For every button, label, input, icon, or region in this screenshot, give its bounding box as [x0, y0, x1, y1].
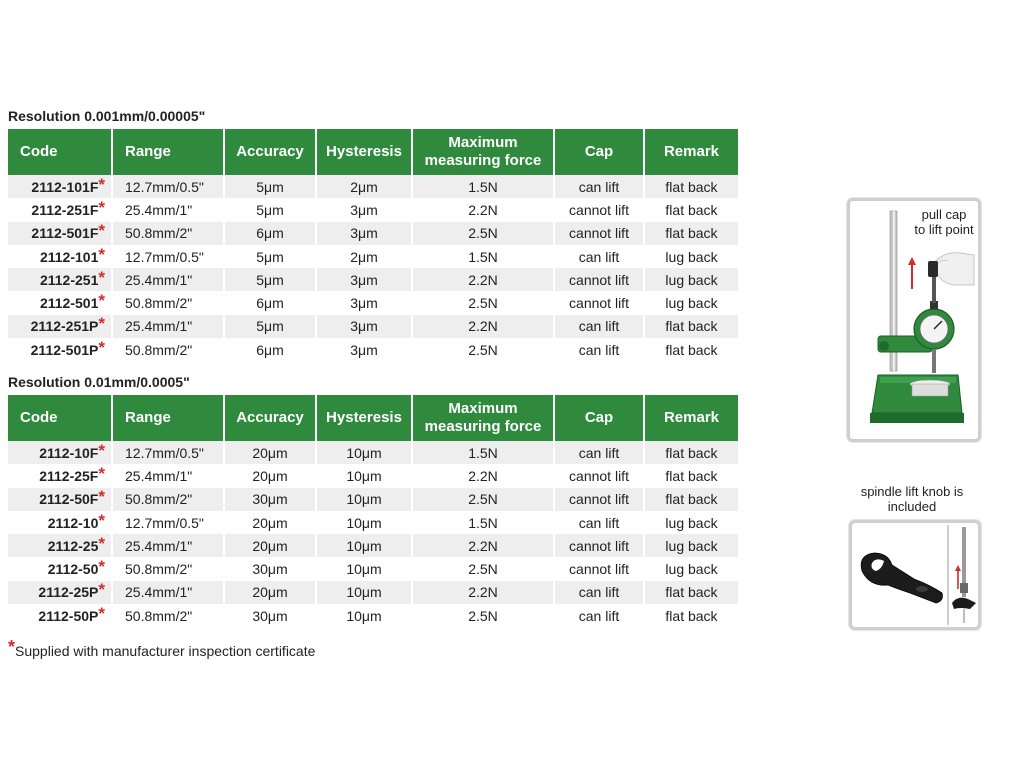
header-range: Range [112, 129, 224, 175]
code-cell [8, 464, 112, 487]
code-text: 2112-251F [31, 201, 99, 218]
remark-cell: flat back [644, 464, 738, 487]
certificate-star: * [98, 533, 105, 553]
accuracy-cell: 20μm [224, 464, 316, 487]
range-cell: 25.4mm/1" [112, 198, 224, 221]
cap-cell: cannot lift [554, 291, 644, 314]
hysteresis-cell: 10μm [316, 604, 412, 627]
range-cell: 50.8mm/2" [112, 222, 224, 245]
range-cell: 25.4mm/1" [112, 315, 224, 338]
certificate-star: * [98, 510, 105, 530]
certificate-star: * [98, 603, 105, 623]
hysteresis-cell: 3μm [316, 268, 412, 291]
code-cell [8, 534, 112, 557]
knob-caption-line2: included [887, 499, 937, 514]
certificate-star: * [98, 337, 105, 357]
range-cell: 50.8mm/2" [112, 604, 224, 627]
range-cell: 50.8mm/2" [112, 291, 224, 314]
table-row [8, 291, 738, 314]
max-force-cell: 2.5N [412, 291, 554, 314]
certificate-star: * [98, 221, 105, 241]
range-cell: 25.4mm/1" [112, 534, 224, 557]
code-text: 2112-25P [38, 584, 99, 601]
header-code: Code [8, 129, 112, 175]
remark-cell: flat back [644, 315, 738, 338]
accuracy-cell: 20μm [224, 534, 316, 557]
header-cap: Cap [554, 395, 644, 441]
remark-cell: lug back [644, 511, 738, 534]
certificate-star: * [98, 314, 105, 334]
header-code: Code [8, 395, 112, 441]
max-force-cell: 1.5N [412, 441, 554, 464]
certificate-star: * [98, 291, 105, 311]
code-text: 2112-50F [39, 491, 99, 508]
max-force-cell: 2.2N [412, 534, 554, 557]
remark-cell: lug back [644, 268, 738, 291]
remark-cell: flat back [644, 604, 738, 627]
max-force-cell: 2.5N [412, 338, 554, 361]
max-force-cell: 2.5N [412, 557, 554, 580]
code-text: 2112-50P [38, 607, 99, 624]
cap-cell: can lift [554, 511, 644, 534]
remark-cell: lug back [644, 245, 738, 268]
code-cell [8, 268, 112, 291]
cap-cell: can lift [554, 175, 644, 198]
cap-cell: cannot lift [554, 488, 644, 511]
remark-cell: lug back [644, 557, 738, 580]
cap-cell: can lift [554, 338, 644, 361]
header-remark: Remark [644, 129, 738, 175]
code-text: 2112-25 [47, 537, 99, 554]
certificate-star: * [98, 440, 105, 460]
certificate-star: * [98, 580, 105, 600]
hysteresis-cell: 3μm [316, 315, 412, 338]
hysteresis-cell: 10μm [316, 581, 412, 604]
certificate-star: * [98, 487, 105, 507]
header-max-force: Maximum measuring force [412, 129, 554, 175]
hysteresis-cell: 10μm [316, 441, 412, 464]
cap-cell: cannot lift [554, 222, 644, 245]
accuracy-cell: 30μm [224, 604, 316, 627]
max-force-cell: 1.5N [412, 175, 554, 198]
header-hysteresis: Hysteresis [316, 395, 412, 441]
accuracy-cell: 20μm [224, 581, 316, 604]
section-title-high-resolution: Resolution 0.001mm/0.00005" [8, 108, 206, 124]
remark-cell: flat back [644, 338, 738, 361]
range-cell: 25.4mm/1" [112, 464, 224, 487]
code-text: 2112-251P [30, 318, 99, 335]
table-row [8, 175, 738, 198]
hysteresis-cell: 3μm [316, 291, 412, 314]
header-max-force: Maximum measuring force [412, 395, 554, 441]
cap-cell: cannot lift [554, 198, 644, 221]
code-cell [8, 222, 112, 245]
remark-cell: lug back [644, 534, 738, 557]
footnote-text: Supplied with manufacturer inspection certificate [15, 643, 316, 659]
certificate-star: * [98, 197, 105, 217]
code-text: 2112-251 [39, 271, 99, 288]
range-cell: 50.8mm/2" [112, 488, 224, 511]
hysteresis-cell: 10μm [316, 534, 412, 557]
table-row [8, 198, 738, 221]
accuracy-cell: 5μm [224, 175, 316, 198]
max-force-cell: 2.2N [412, 315, 554, 338]
spec-table-high-resolution [8, 129, 738, 361]
accuracy-cell: 30μm [224, 557, 316, 580]
range-cell: 50.8mm/2" [112, 557, 224, 580]
code-cell [8, 441, 112, 464]
hysteresis-cell: 10μm [316, 511, 412, 534]
remark-cell: flat back [644, 198, 738, 221]
header-hysteresis: Hysteresis [316, 129, 412, 175]
accuracy-cell: 5μm [224, 245, 316, 268]
range-cell: 12.7mm/0.5" [112, 175, 224, 198]
table-header-row [8, 129, 738, 175]
table-row [8, 315, 738, 338]
cap-cell: cannot lift [554, 464, 644, 487]
knob-caption-line1: spindle lift knob is [860, 484, 964, 499]
code-text: 2112-10 [47, 514, 99, 531]
accuracy-cell: 6μm [224, 338, 316, 361]
code-cell [8, 581, 112, 604]
code-cell [8, 175, 112, 198]
max-force-cell: 1.5N [412, 245, 554, 268]
table-row [8, 488, 738, 511]
hysteresis-cell: 10μm [316, 557, 412, 580]
spindle-knob-figure [849, 520, 981, 630]
code-text: 2112-501F [31, 225, 99, 242]
remark-cell: flat back [644, 441, 738, 464]
hysteresis-cell: 2μm [316, 245, 412, 268]
range-cell: 50.8mm/2" [112, 338, 224, 361]
header-remark: Remark [644, 395, 738, 441]
accuracy-cell: 6μm [224, 222, 316, 245]
table-row [8, 534, 738, 557]
table-row [8, 464, 738, 487]
accuracy-cell: 5μm [224, 198, 316, 221]
certificate-star: * [98, 463, 105, 483]
header-accuracy: Accuracy [224, 129, 316, 175]
certificate-star: * [98, 557, 105, 577]
hysteresis-cell: 2μm [316, 175, 412, 198]
remark-cell: flat back [644, 175, 738, 198]
cap-cell: can lift [554, 441, 644, 464]
cap-cell: cannot lift [554, 534, 644, 557]
table-row [8, 557, 738, 580]
max-force-cell: 2.2N [412, 198, 554, 221]
remark-cell: lug back [644, 291, 738, 314]
cap-cell: can lift [554, 315, 644, 338]
max-force-cell: 2.5N [412, 488, 554, 511]
remark-cell: flat back [644, 581, 738, 604]
code-text: 2112-25F [39, 467, 99, 484]
code-text: 2112-101 [39, 248, 99, 265]
table-row [8, 245, 738, 268]
max-force-cell: 2.5N [412, 222, 554, 245]
code-cell [8, 245, 112, 268]
hysteresis-cell: 3μm [316, 338, 412, 361]
max-force-cell: 1.5N [412, 511, 554, 534]
cap-cell: can lift [554, 581, 644, 604]
range-cell: 25.4mm/1" [112, 581, 224, 604]
table-row [8, 604, 738, 627]
code-cell [8, 488, 112, 511]
accuracy-cell: 5μm [224, 315, 316, 338]
footnote-star: * [8, 637, 16, 657]
header-cap: Cap [554, 129, 644, 175]
table-row [8, 338, 738, 361]
hysteresis-cell: 3μm [316, 222, 412, 245]
table-row [8, 511, 738, 534]
knob-caption [846, 484, 978, 514]
gauge-stand-figure [847, 198, 981, 442]
table-row [8, 581, 738, 604]
hysteresis-cell: 10μm [316, 488, 412, 511]
certificate-star: * [98, 174, 105, 194]
remark-cell: flat back [644, 222, 738, 245]
code-cell [8, 291, 112, 314]
accuracy-cell: 20μm [224, 441, 316, 464]
header-range: Range [112, 395, 224, 441]
code-text: 2112-101F [31, 178, 99, 195]
range-cell: 12.7mm/0.5" [112, 511, 224, 534]
cap-cell: cannot lift [554, 557, 644, 580]
table-row [8, 222, 738, 245]
code-text: 2112-501 [39, 295, 99, 312]
hysteresis-cell: 10μm [316, 464, 412, 487]
max-force-cell: 2.2N [412, 268, 554, 291]
code-cell [8, 198, 112, 221]
range-cell: 25.4mm/1" [112, 268, 224, 291]
accuracy-cell: 20μm [224, 511, 316, 534]
accuracy-cell: 6μm [224, 291, 316, 314]
header-accuracy: Accuracy [224, 395, 316, 441]
max-force-cell: 2.5N [412, 604, 554, 627]
spec-table-low-resolution [8, 395, 738, 627]
section-title-low-resolution: Resolution 0.01mm/0.0005" [8, 374, 190, 390]
cap-cell: can lift [554, 604, 644, 627]
max-force-cell: 2.2N [412, 464, 554, 487]
stand-caption-line1: pull cap [921, 207, 967, 222]
code-text: 2112-501P [30, 341, 99, 358]
range-cell: 12.7mm/0.5" [112, 245, 224, 268]
certificate-star: * [98, 267, 105, 287]
range-cell: 12.7mm/0.5" [112, 441, 224, 464]
table-header-row [8, 395, 738, 441]
table-row [8, 441, 738, 464]
spindle-knob-illustration [852, 523, 978, 627]
code-cell [8, 315, 112, 338]
accuracy-cell: 30μm [224, 488, 316, 511]
hysteresis-cell: 3μm [316, 198, 412, 221]
code-cell [8, 557, 112, 580]
cap-cell: cannot lift [554, 268, 644, 291]
code-text: 2112-10F [39, 444, 99, 461]
footnote [8, 637, 316, 661]
code-text: 2112-50 [47, 561, 99, 578]
code-cell [8, 338, 112, 361]
remark-cell: flat back [644, 488, 738, 511]
code-cell [8, 511, 112, 534]
certificate-star: * [98, 244, 105, 264]
code-cell [8, 604, 112, 627]
max-force-cell: 2.2N [412, 581, 554, 604]
stand-caption [910, 207, 978, 237]
accuracy-cell: 5μm [224, 268, 316, 291]
table-row [8, 268, 738, 291]
stand-caption-line2: to lift point [914, 222, 974, 237]
cap-cell: can lift [554, 245, 644, 268]
